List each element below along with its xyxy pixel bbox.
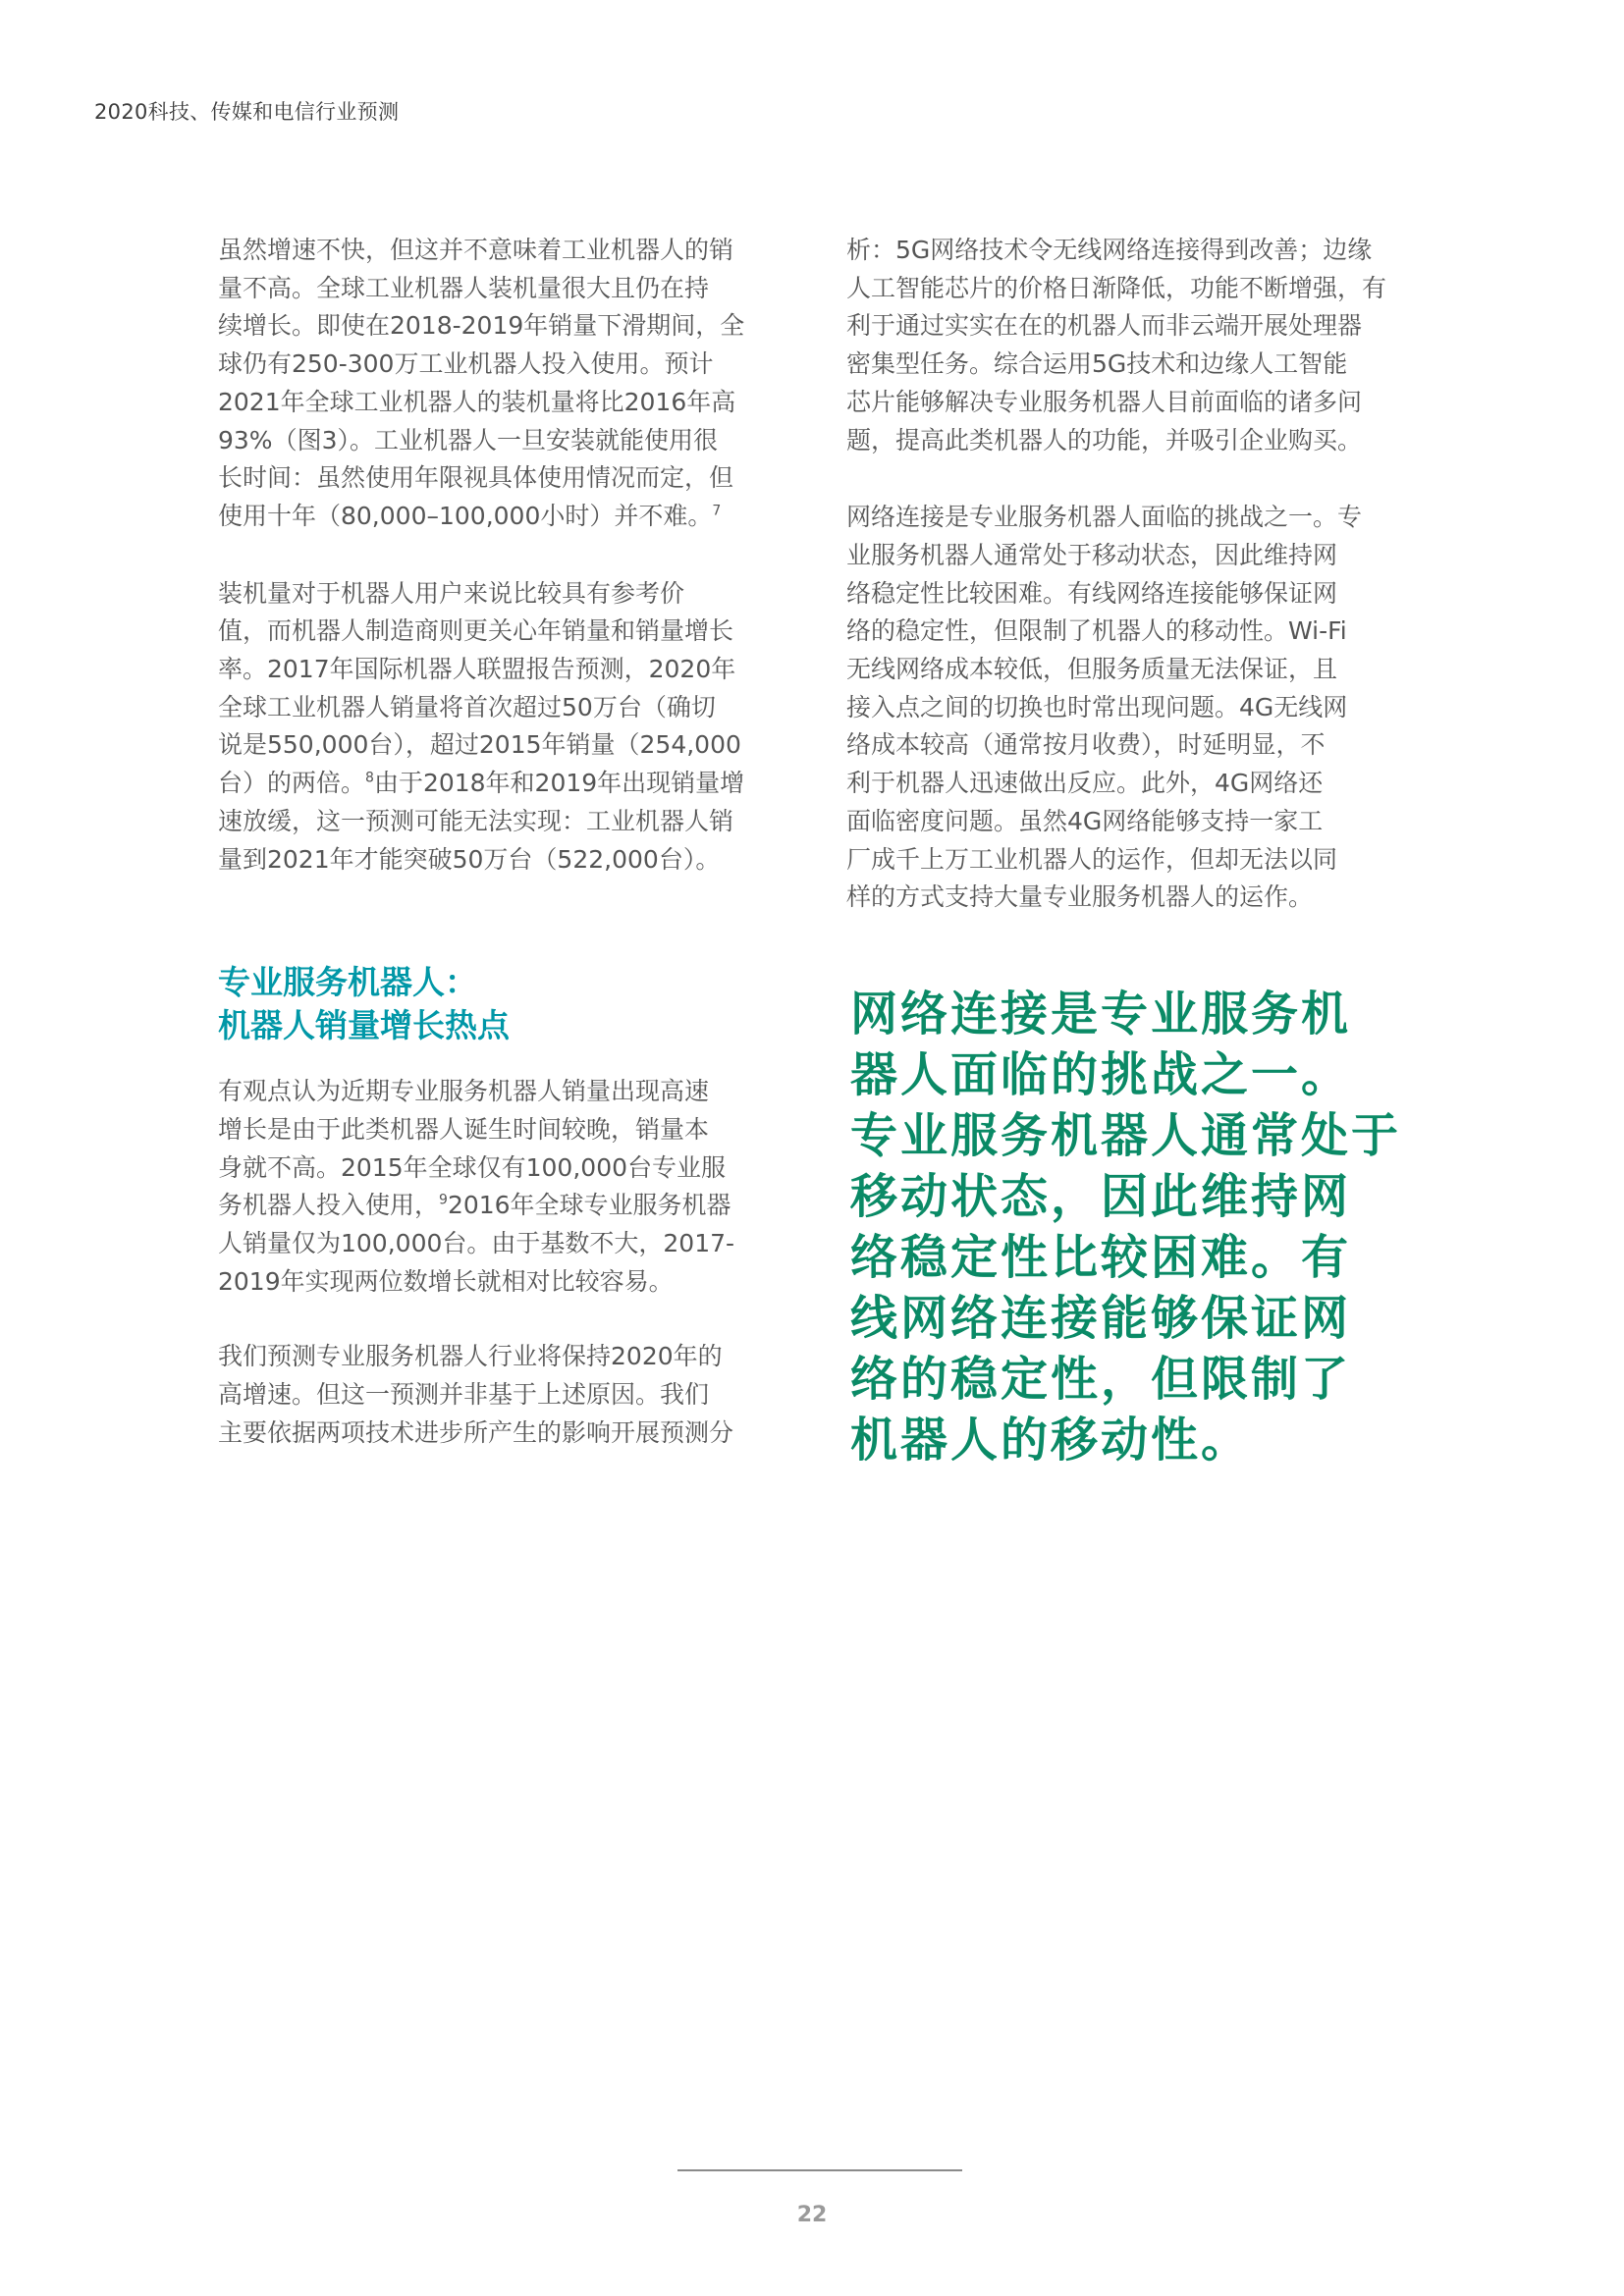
- footnote-ref-7[interactable]: 7: [712, 503, 722, 519]
- left-column: [218, 232, 783, 1453]
- footnote-ref-9[interactable]: 9: [439, 1193, 448, 1209]
- page-number: 22: [796, 2203, 828, 2227]
- paragraph-service-robot-growth: [218, 1073, 783, 1301]
- paragraph-text: 由于2018年和2019年出现销量增 速放缓，这一预测可能无法实现：工业机器人销 量到2021年才能突破50万台（522,000台）。: [218, 769, 745, 874]
- section-heading: 专业服务机器人： 机器人销量增长热点: [218, 963, 510, 1045]
- pull-quote: 网络连接是专业服务机 器人面临的挑战之一。 专业服务机器人通常处于 移动状态，因此维持网 络稳定性比较困难。有 线网络连接能够保证网 络的稳定性，但限制了 机器人的移动性。: [850, 987, 1402, 1468]
- paragraph-annual-sales: [218, 575, 783, 880]
- right-column: [846, 232, 1421, 917]
- paragraph-network-challenges: 网络连接是专业服务机器人面临的挑战之一。专 业服务机器人通常处于移动状态，因此维持网 络稳定性比较困难。有线网络连接能够保证网 络的稳定性，但限制了机器人的移动性。Wi-Fi 无线网络成本较低，但服务质量无法保证，且 接入点之间的切换也时常出现问题。4G无线网 络成本较高（通常按月收费），时延明显，不 利于机器人迅速做出反应。此外，4G网络还 面临密度问题。虽然4G网络能够支持一家工 厂成千上万工业机器人的运作，但却无法以同 样的方式支持大量专业服务机器人的运作。: [846, 503, 1363, 912]
- paragraph-text: 装机量对于机器人用户来说比较具有参考价 值，而机器人制造商则更关心年销量和销量增长 率。2017年国际机器人联盟报告预测，2020年 全球工业机器人销量将首次超过50万台（确切 说是550,000台），超过2015年销量（254,000 台）的两倍。: [218, 578, 741, 798]
- paragraph-installed-base: [218, 232, 783, 536]
- running-header: 2020科技、传媒和电信行业预测: [94, 100, 400, 124]
- footnote-ref-8[interactable]: 8: [365, 770, 374, 786]
- paragraph-technology-advances: 析：5G网络技术令无线网络连接得到改善；边缘 人工智能芯片的价格日渐降低，功能不断增强，有 利于通过实实在在的机器人而非云端开展处理器 密集型任务。综合运用5G技术和边缘人工智能 芯片能够解决专业服务机器人目前面临的诸多问 题，提高此类机器人的功能，并吸引企业购买。: [846, 236, 1387, 454]
- paragraph-text: 有观点认为近期专业服务机器人销量出现高速 增长是由于此类机器人诞生时间较晚，销量本 身就不高。2015年全球仅有100,000台专业服 务机器人投入使用，: [218, 1077, 727, 1220]
- paragraph-text: 虽然增速不快，但这并不意味着工业机器人的销 量不高。全球工业机器人装机量很大且仍在持 续增长。即使在2018-2019年销量下滑期间，全 球仍有250-300万工业机器人投入使用。预计 2021年全球工业机器人的装机量将比2016年高 93%（图3）。工业机器人一旦安装就能使用很 长时间：虽然使用年限视具体使用情况而定，但 使用十年（80,000–100,000小时）并不难。: [218, 236, 745, 530]
- paragraph-forecast: 我们预测专业服务机器人行业将保持2020年的 高增速。但这一预测并非基于上述原因。我们 主要依据两项技术进步所产生的影响开展预测分: [218, 1342, 734, 1447]
- paragraph-text: 2016年全球专业服务机器 人销量仅为100,000台。由于基数不大，2017- 2019年实现两位数增长就相对比较容易。: [218, 1191, 735, 1296]
- footer-divider: [677, 2169, 962, 2171]
